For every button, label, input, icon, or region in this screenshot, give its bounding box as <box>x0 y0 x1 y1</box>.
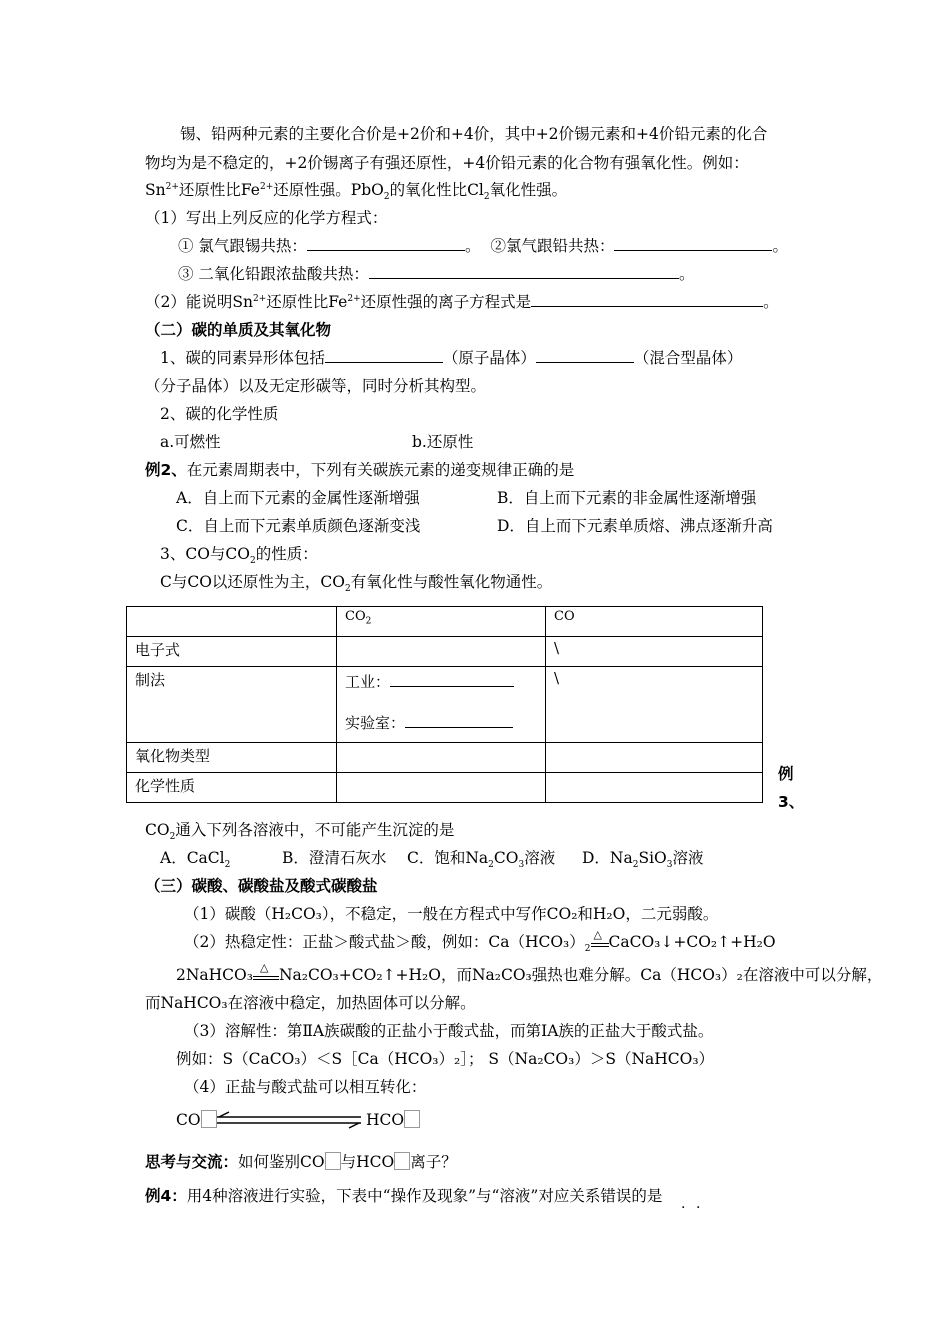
ion-charge-image <box>325 1152 341 1170</box>
sec2-p1-cont: （分子晶体）以及无定形碳等，同时分析其构型。 <box>145 377 487 395</box>
conversion-right-label: HCO <box>366 1110 420 1130</box>
emphasis-dot: · <box>681 1200 686 1216</box>
section-3-title: （三）碳酸、碳酸盐及酸式碳酸盐 <box>145 877 378 895</box>
ion-charge-image <box>404 1110 420 1128</box>
ex2-option-b: B．自上而下元素的非金属性逐渐增强 <box>497 489 757 507</box>
table-corner <box>127 607 337 637</box>
think-discuss: 思考与交流：如何鉴别CO 与HCO 离子？ <box>145 1153 457 1171</box>
table-header-co: CO <box>546 607 763 637</box>
table-header-co2: $CO_2$ <box>337 607 546 637</box>
q2: （2）能说明$Sn^{2+}$还原性比$Fe^{2+}$还原性强的离子方程式是 。 <box>145 293 779 311</box>
sec2-p2a: a.可燃性 <box>160 433 221 451</box>
ex3-option-d: D．$Na_2SiO_3$溶液 <box>582 849 704 871</box>
example-2: 例2、在元素周期表中，下列有关碳族元素的递变规律正确的是 <box>145 461 575 479</box>
example-3-label-num: 3、 <box>778 793 805 811</box>
sec2-p1: 1、碳的同素异形体包括 （原子晶体） （混合型晶体） <box>160 349 743 367</box>
section-2-title: （二）碳的单质及其氧化物 <box>145 321 332 339</box>
heat-symbol: △ <box>253 970 279 980</box>
ex2-option-c: C．自上而下元素单质颜色逐渐变浅 <box>176 517 421 535</box>
co-desc: C与CO以还原性为主，$CO_2$有氧化性与酸性氧化物通性。 <box>160 573 553 595</box>
heat-symbol: △ <box>591 937 609 947</box>
table-cell-preparation: 工业： 实验室： <box>337 667 546 743</box>
q1-a: ① 氯气跟锡共热： 。 ②氯气跟铅共热： 。 <box>178 237 788 255</box>
sec3-p7: （4）正盐与酸式盐可以相互转化： <box>184 1078 427 1096</box>
q1-c: ③ 二氧化铅跟浓盐酸共热： 。 <box>178 265 695 283</box>
sec3-p4: 而NaHCO₃在溶液中稳定，加热固体可以分解。 <box>145 994 476 1012</box>
sec2-p2: 2、碳的化学性质 <box>160 405 279 423</box>
conversion-left-label: CO <box>176 1110 217 1130</box>
ion-charge-image <box>394 1152 410 1170</box>
table-row-label: 电子式 <box>127 637 337 667</box>
table-cell <box>546 773 763 803</box>
intro-line-2: 物均为是不稳定的，+2价锡离子有强还原性，+4价铅元素的化合物有强氧化性。例如： <box>145 154 749 172</box>
sec3-p6: 例如：S（CaCO₃）＜S［Ca（HCO₃）₂］； S（Na₂CO₃）＞S（NaHCO₃） <box>176 1050 715 1068</box>
emphasis-dot: · <box>696 1200 701 1216</box>
sec2-p2b: b.还原性 <box>412 433 474 451</box>
sec3-p3: 2NaHCO₃ △ Na₂CO₃+CO₂↑+H₂O，而Na₂CO₃强热也难分解。Ca（HCO₃）₂在溶液中可以分解， <box>176 961 883 984</box>
table-row-label: 制法 <box>127 667 337 743</box>
ex3-option-a: A．CaCl$_2$ <box>160 849 231 871</box>
q1-title: （1）写出上列反应的化学方程式： <box>145 209 388 227</box>
sec3-p5: （3）溶解性：第ⅡA族碳酸的正盐小于酸式盐，而第ⅠA族的正盐大于酸式盐。 <box>184 1022 714 1040</box>
intro-line-3: $Sn^{2+}$还原性比$Fe^{2+}$还原性强。PbO$_2$的氧化性比$Cl_2$氧化性强。 <box>145 181 568 203</box>
ex3-stem: $CO_2$通入下列各溶液中，不可能产生沉淀的是 <box>145 821 455 843</box>
equilibrium-arrows-icon <box>215 1108 365 1132</box>
table-cell <box>337 773 546 803</box>
co-title: 3、CO与$CO_2$的性质： <box>160 545 318 567</box>
sec3-p2: （2）热稳定性：正盐＞酸式盐＞酸，例如：$Ca(HCO_3)_2$ △ CaCO₃↓+CO₂↑+H₂O <box>184 928 776 955</box>
intro-line-1: 锡、铅两种元素的主要化合价是+2价和+4价，其中+2价锡元素和+4价铅元素的化合 <box>180 125 768 143</box>
ex3-option-b: B．澄清石灰水 <box>282 849 387 867</box>
table-cell <box>337 743 546 773</box>
table-cell <box>337 637 546 667</box>
table-cell: \ <box>546 637 763 667</box>
example-3-label: 例 <box>778 765 794 783</box>
ex2-option-d: D．自上而下元素单质熔、沸点逐渐升高 <box>497 517 773 535</box>
sec3-p1: （1）碳酸（H₂CO₃），不稳定，一般在方程式中写作CO₂和H₂O，二元弱酸。 <box>184 905 719 923</box>
example-4: 例4：用4种溶液进行实验，下表中“操作及现象”与“溶液”对应关系错误的是 <box>145 1187 663 1205</box>
table-cell <box>546 743 763 773</box>
co-co2-table <box>126 606 763 803</box>
ex2-option-a: A．自上而下元素的金属性逐渐增强 <box>176 489 420 507</box>
table-row-label: 氧化物类型 <box>127 743 337 773</box>
table-row-label: 化学性质 <box>127 773 337 803</box>
table-cell: \ <box>546 667 763 743</box>
ex3-option-c: C．饱和$Na_2CO_3$溶液 <box>407 849 556 871</box>
